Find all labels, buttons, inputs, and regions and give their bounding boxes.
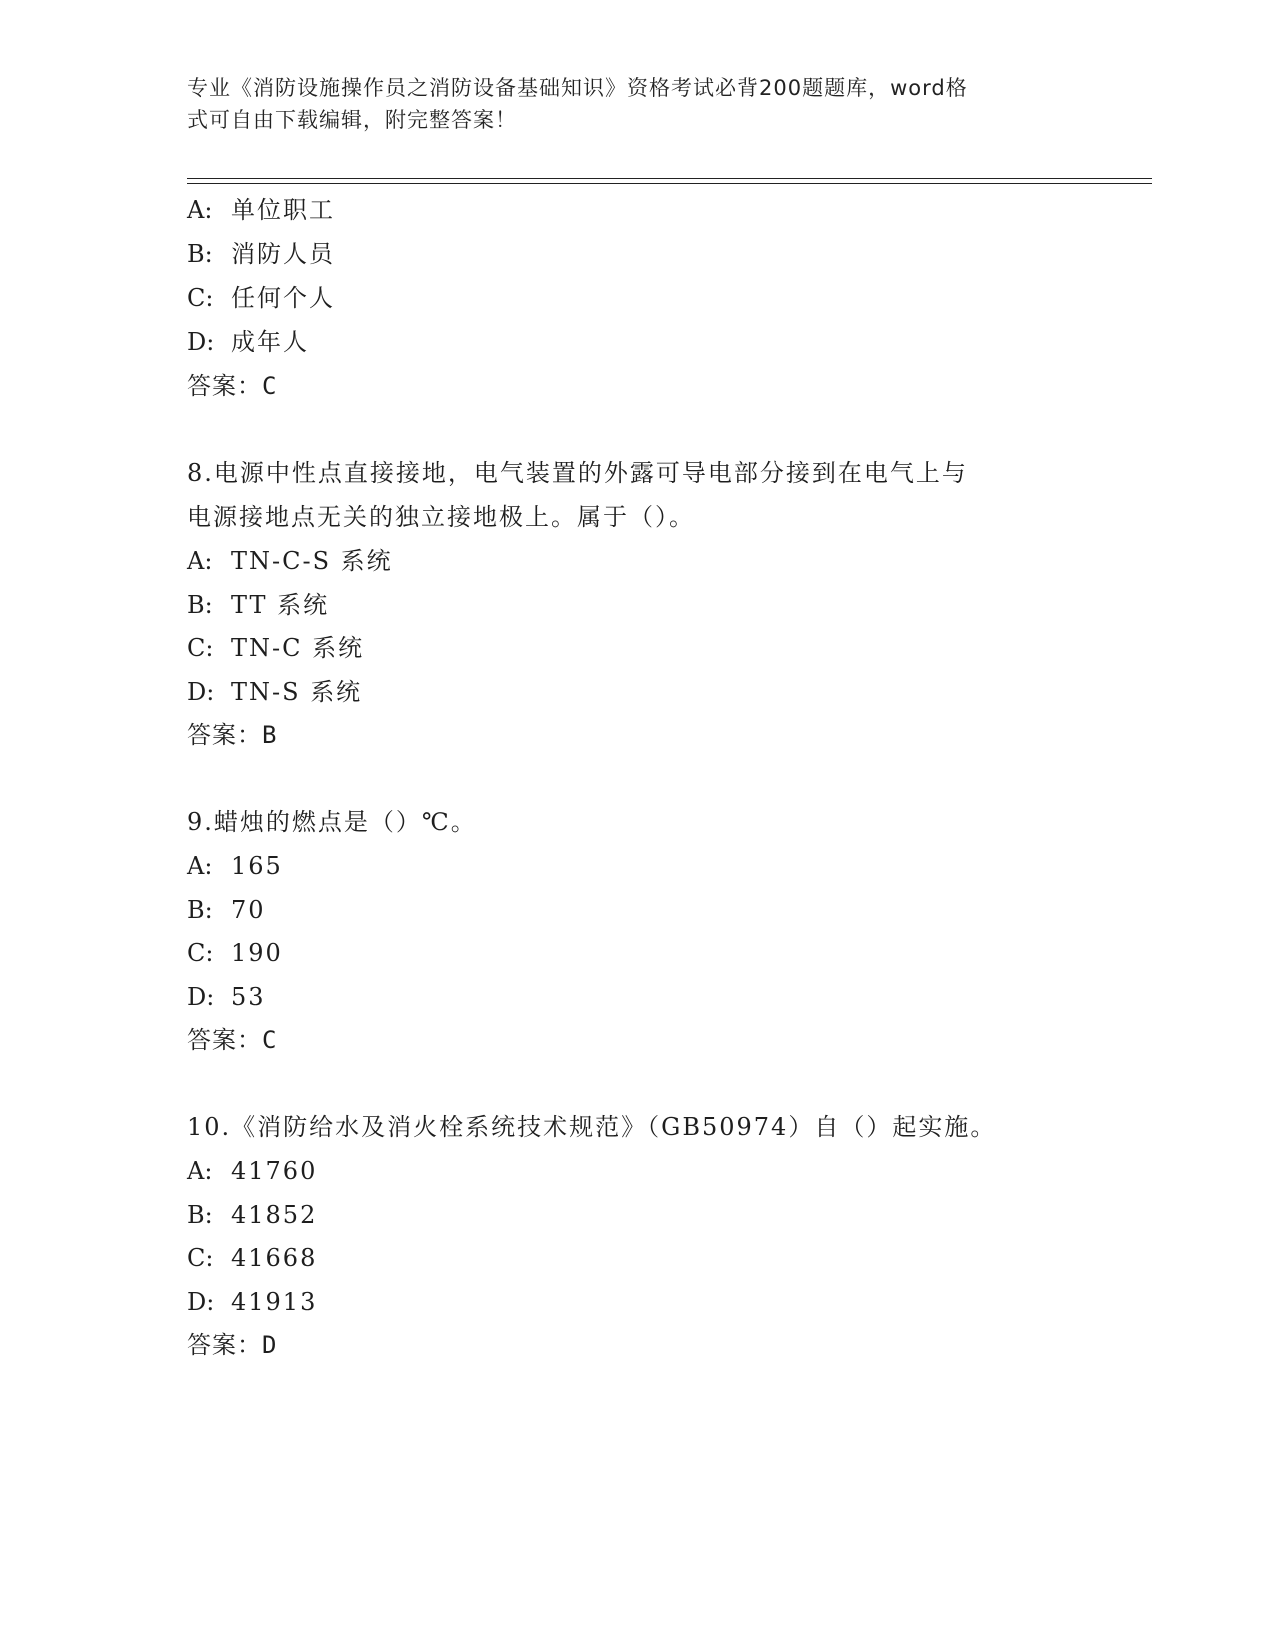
option-c: C: 任何个人 — [187, 284, 335, 312]
header-line-2: 式可自由下载编辑，附完整答案！ — [187, 108, 517, 132]
question-stem: 8.电源中性点直接接地，电气装置的外露可导电部分接到在电气上与 — [187, 459, 968, 487]
option-b: B: 70 — [187, 896, 266, 924]
answer-value: C — [262, 1026, 278, 1054]
option-a: A: 单位职工 — [187, 196, 335, 224]
answer-value: D — [262, 1331, 278, 1359]
option-d: D: 41913 — [187, 1288, 318, 1316]
option-d: D: TN-S 系统 — [187, 678, 363, 706]
option-a: A: 165 — [187, 852, 283, 880]
option-c: C: 41668 — [187, 1244, 318, 1272]
answer-line: 答案：C — [187, 372, 278, 400]
option-a: A: 41760 — [187, 1157, 318, 1185]
option-b: B: 41852 — [187, 1201, 318, 1229]
answer-line: 答案：C — [187, 1026, 278, 1054]
answer-value: B — [262, 721, 278, 749]
answer-value: C — [262, 372, 278, 400]
answer-line: 答案：D — [187, 1331, 278, 1359]
option-c: C: TN-C 系统 — [187, 634, 365, 662]
question-stem-continued: 电源接地点无关的独立接地极上。属于（）。 — [187, 503, 695, 531]
option-a: A: TN-C-S 系统 — [187, 547, 393, 575]
option-c: C: 190 — [187, 939, 283, 967]
option-d: D: 53 — [187, 983, 266, 1011]
answer-line: 答案：B — [187, 721, 278, 749]
option-b: B: TT 系统 — [187, 591, 330, 619]
header-divider-top — [187, 178, 1152, 179]
option-b: B: 消防人员 — [187, 240, 335, 268]
header-line-1: 专业《消防设施操作员之消防设备基础知识》资格考试必背200题题库，word格 — [187, 76, 968, 100]
header-divider-bottom — [187, 183, 1152, 184]
question-stem: 9.蜡烛的燃点是（）℃。 — [187, 808, 477, 836]
option-d: D: 成年人 — [187, 328, 309, 356]
question-stem: 10.《消防给水及消火栓系统技术规范》（GB50974）自（）起实施。 — [187, 1113, 997, 1141]
document-header — [187, 72, 1067, 136]
